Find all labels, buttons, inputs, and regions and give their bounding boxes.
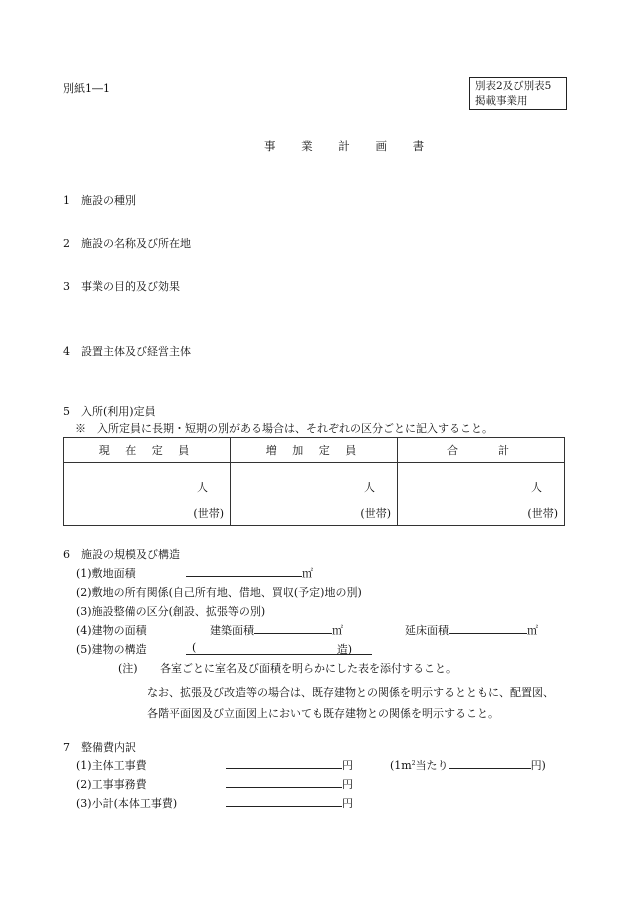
unit-households: (世帯) — [527, 507, 558, 520]
note-line-1: 各室ごとに室名及び面積を明らかにした表を添付すること。 — [160, 662, 457, 675]
section-1-heading: 1 施設の種別 — [63, 194, 136, 207]
building-area-label: (4)建物の面積 — [76, 624, 147, 637]
site-area-blank[interactable] — [186, 565, 302, 577]
yen-unit: 円 — [342, 797, 353, 810]
unit-households: (世帯) — [193, 507, 224, 520]
building-footprint-field[interactable] — [210, 622, 343, 638]
subtotal-label: (3)小計(本体工事費) — [76, 797, 178, 810]
capacity-table — [63, 437, 565, 526]
section-4-heading: 4 設置主体及び経営主体 — [63, 345, 191, 358]
per-sqm-close: 円) — [530, 759, 546, 772]
building-footprint-label: 建築面積 — [210, 624, 254, 637]
per-sqm-open: (1 — [390, 759, 402, 772]
stamp-line-1: 別表2及び別表5 — [475, 80, 552, 92]
building-structure-field[interactable] — [186, 641, 372, 658]
per-sqm-label: 当たり — [415, 759, 449, 772]
section-2-heading: 2 施設の名称及び所在地 — [63, 237, 191, 250]
unit-persons: 人 — [197, 481, 208, 494]
cost-per-sqm-field[interactable]: ($1m^2$当たり 円) — [390, 759, 546, 772]
building-structure-blank[interactable] — [186, 641, 372, 655]
section-6-heading: 6 施設の規模及び構造 — [63, 548, 180, 561]
total-floor-area-unit: ㎡ — [527, 624, 538, 637]
total-floor-area-blank[interactable] — [449, 622, 527, 634]
construction-category-label: (3)施設整備の区分(創設、拡張等の別) — [76, 605, 266, 618]
section-3-heading: 3 事業の目的及び効果 — [63, 280, 180, 293]
office-cost-field[interactable] — [226, 776, 353, 792]
note-label: (注) — [118, 662, 138, 675]
header-total: 合 計 — [398, 438, 565, 463]
cell-current-capacity[interactable] — [64, 463, 231, 526]
note-line-3: 各階平面図及び立面図上においても既存建物との関係を明示すること。 — [147, 707, 499, 720]
site-area-unit: ㎡ — [302, 567, 313, 580]
office-cost-label: (2)工事事務費 — [76, 778, 147, 791]
section-5-note: ※ 入所定員に長期・短期の別がある場合は、それぞれの区分ごとに記入すること。 — [75, 422, 493, 435]
unit-households: (世帯) — [360, 507, 391, 520]
site-ownership-label: (2)敷地の所有関係(自己所有地、借地、買収(予定)地の別) — [76, 586, 362, 599]
total-floor-area-field[interactable] — [405, 622, 538, 638]
structure-open-paren: ( — [192, 641, 197, 654]
main-construction-cost-label: (1)主体工事費 — [76, 759, 147, 772]
structure-suffix: 造) — [336, 643, 352, 656]
main-construction-cost-field[interactable] — [226, 757, 353, 773]
header-increase-capacity: 増 加 定 員 — [231, 438, 398, 463]
category-stamp-box — [469, 77, 567, 110]
section-5-heading: 5 入所(利用)定員 — [63, 405, 156, 418]
stamp-line-2: 掲載事業用 — [475, 95, 528, 107]
unit-persons: 人 — [531, 481, 542, 494]
site-area-field[interactable] — [186, 565, 313, 581]
yen-unit: 円 — [342, 759, 353, 772]
capacity-table-value-row — [64, 463, 565, 526]
yen-unit: 円 — [342, 778, 353, 791]
main-construction-cost-blank[interactable] — [226, 757, 342, 769]
site-area-label: (1)敷地面積 — [76, 567, 136, 580]
capacity-table-header-row — [64, 438, 565, 463]
form-number: 別紙1―1 — [63, 82, 110, 95]
total-floor-area-label: 延床面積 — [405, 624, 449, 637]
unit-persons: 人 — [364, 481, 375, 494]
header-current-capacity: 現 在 定 員 — [64, 438, 231, 463]
building-footprint-unit: ㎡ — [332, 624, 343, 637]
section-7-heading: 7 整備費内訳 — [63, 741, 136, 754]
office-cost-blank[interactable] — [226, 776, 342, 788]
subtotal-field[interactable] — [226, 795, 353, 811]
subtotal-blank[interactable] — [226, 795, 342, 807]
per-sqm-superscript: 2 — [411, 760, 416, 767]
note-line-2: なお、拡張及び改造等の場合は、既存建物との関係を明示するとともに、配置図、 — [147, 686, 554, 699]
building-structure-label: (5)建物の構造 — [76, 643, 147, 656]
cell-total-capacity[interactable] — [398, 463, 565, 526]
cost-per-sqm-blank[interactable] — [449, 757, 531, 769]
document-title: 事 業 計 画 書 — [264, 139, 436, 153]
cell-increase-capacity[interactable] — [231, 463, 398, 526]
building-footprint-blank[interactable] — [254, 622, 332, 634]
